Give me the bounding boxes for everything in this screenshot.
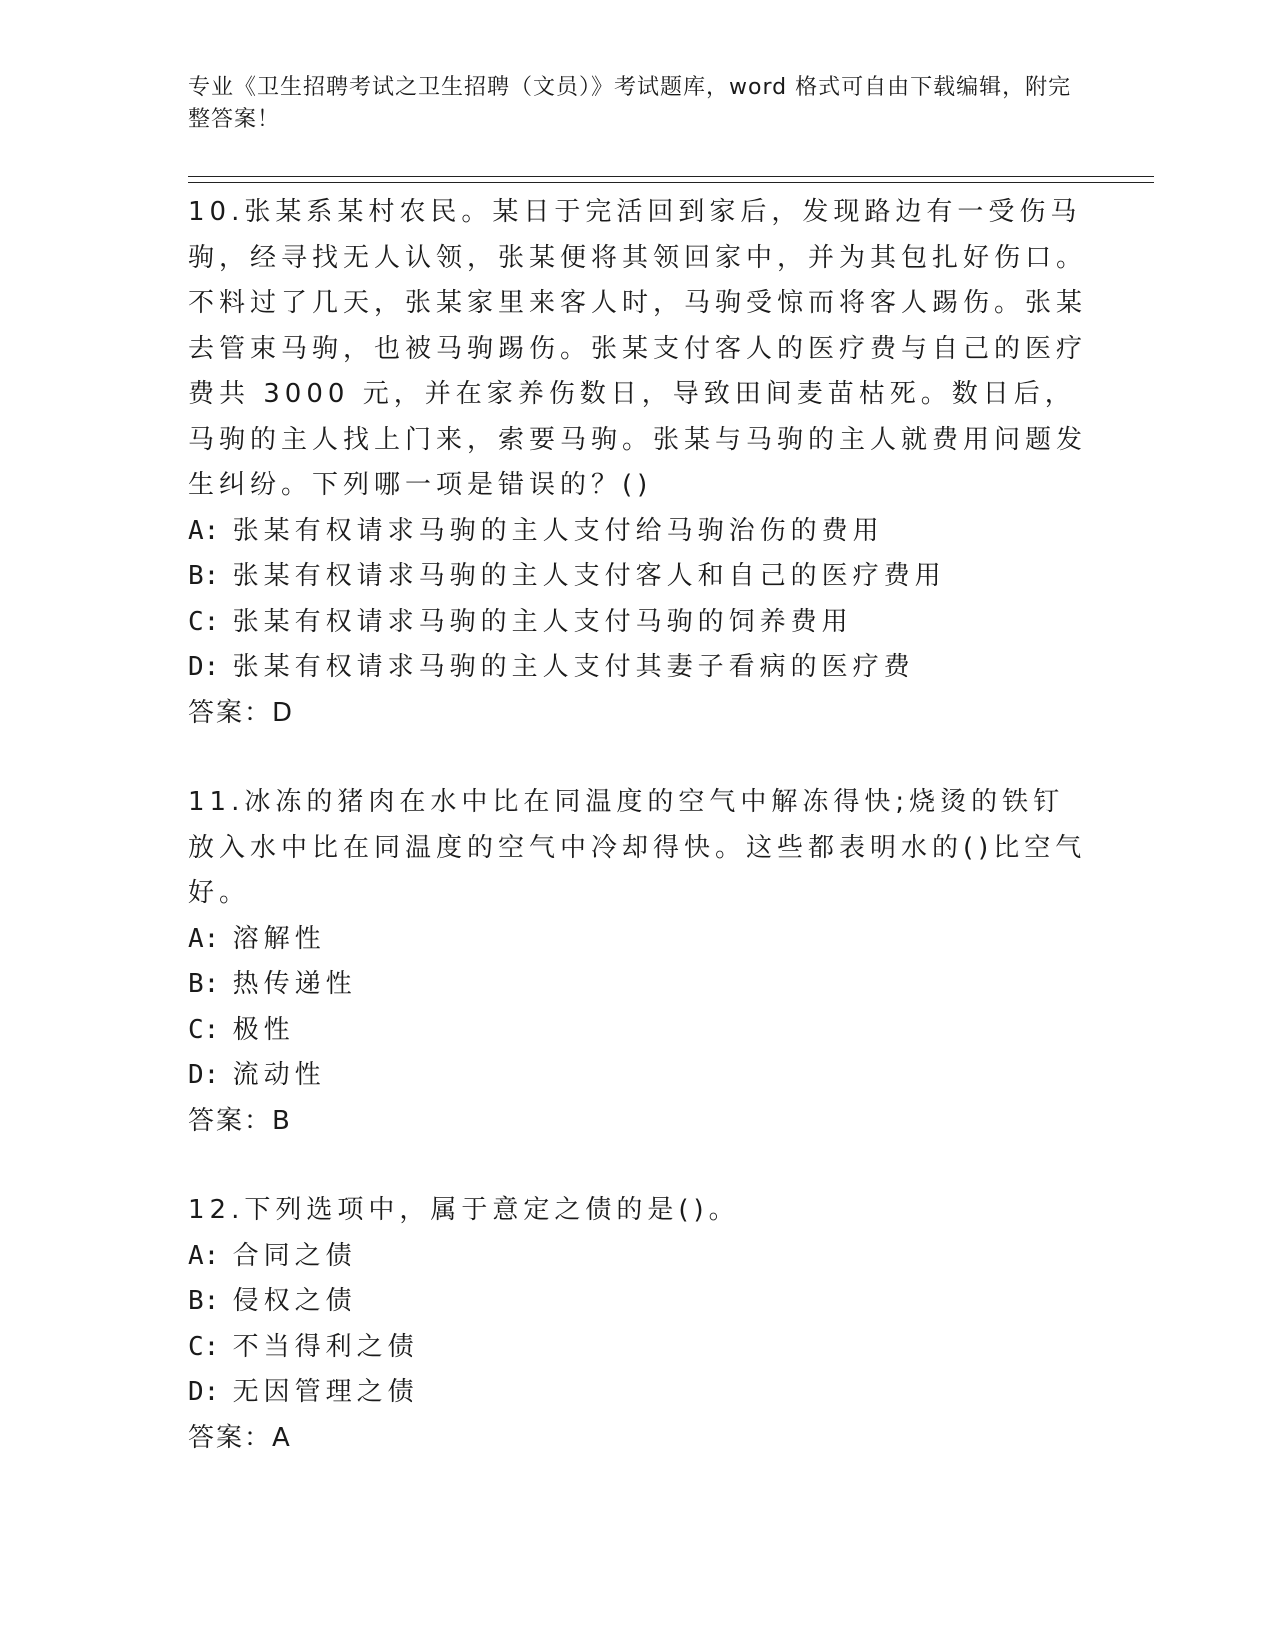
- answer-value: A: [272, 1422, 292, 1453]
- answer-value: D: [272, 697, 295, 728]
- option-a: [188, 1234, 1088, 1280]
- option-d: [188, 1370, 1088, 1416]
- option-letter: C:: [188, 606, 220, 637]
- question-12: [188, 1188, 1088, 1461]
- option-letter: D:: [188, 1060, 220, 1090]
- answer-label: 答案：: [188, 1422, 273, 1453]
- question-10: [188, 190, 1088, 736]
- question-stem: 12.下列选项中，属于意定之债的是()。: [188, 1195, 740, 1225]
- option-letter: D:: [188, 652, 220, 682]
- option-text: 张某有权请求马驹的主人支付客人和自己的医疗费用: [232, 561, 946, 591]
- answer-line: [188, 691, 1088, 737]
- option-letter: B:: [188, 1286, 220, 1316]
- option-letter: A:: [188, 1240, 220, 1271]
- option-c: [188, 1008, 1088, 1054]
- option-c: [188, 1325, 1088, 1371]
- answer-value: B: [272, 1105, 292, 1136]
- option-a: [188, 509, 1088, 555]
- option-text: 无因管理之债: [232, 1377, 419, 1407]
- question-list: [188, 190, 1088, 1505]
- option-b: [188, 962, 1088, 1008]
- option-text: 流动性: [232, 1060, 326, 1090]
- option-text: 极性: [232, 1014, 295, 1045]
- header-divider-bottom: [188, 182, 1154, 183]
- option-letter: A:: [188, 923, 220, 954]
- question-stem: 11.冰冻的猪肉在水中比在同温度的空气中解冻得快;烧烫的铁钉放入水中比在同温度的空气中冷却得快。这些都表明水的()比空气好。: [188, 787, 1087, 908]
- answer-label: 答案：: [188, 1105, 273, 1136]
- option-c: [188, 600, 1088, 646]
- option-letter: B:: [188, 561, 220, 591]
- option-text: 张某有权请求马驹的主人支付给马驹治伤的费用: [232, 515, 884, 546]
- option-d: [188, 645, 1088, 691]
- option-text: 溶解性: [232, 923, 326, 954]
- option-a: [188, 917, 1088, 963]
- question-stem: 10.张某系某村农民。某日于完活回到家后，发现路边有一受伤马驹，经寻找无人认领，张某便将其领回家中，并为其包扎好伤口。不料过了几天，张某家里来客人时，马驹受惊而将客人踢伤。张某去管束马驹，也被马驹踢伤。张某支付客人的医疗费与自己的医疗费共 3000 元，并在家养伤数日，导致田间麦苗枯死。数日后，马驹的主人找上门来，索要马驹。张某与马驹的主人就费用问题发生纠纷。下列哪一项是错误的？(): [188, 197, 1088, 500]
- option-b: [188, 1279, 1088, 1325]
- option-text: 合同之债: [232, 1240, 357, 1271]
- question-11: [188, 780, 1088, 1144]
- option-letter: D:: [188, 1377, 220, 1407]
- option-letter: C:: [188, 1014, 220, 1045]
- option-b: [188, 554, 1088, 600]
- option-text: 张某有权请求马驹的主人支付马驹的饲养费用: [232, 606, 853, 637]
- document-header: 专业《卫生招聘考试之卫生招聘（文员）》考试题库，word 格式可自由下载编辑，附完整答案！: [188, 75, 1072, 132]
- header-divider-top: [188, 176, 1154, 177]
- option-text: 张某有权请求马驹的主人支付其妻子看病的医疗费: [232, 652, 915, 682]
- option-letter: B:: [188, 969, 220, 999]
- option-text: 不当得利之债: [232, 1331, 419, 1362]
- answer-line: [188, 1099, 1088, 1145]
- option-letter: C:: [188, 1331, 220, 1362]
- option-letter: A:: [188, 515, 220, 546]
- option-text: 热传递性: [232, 969, 357, 999]
- answer-label: 答案：: [188, 697, 273, 728]
- option-text: 侵权之债: [232, 1286, 357, 1316]
- option-d: [188, 1053, 1088, 1099]
- answer-line: [188, 1416, 1088, 1462]
